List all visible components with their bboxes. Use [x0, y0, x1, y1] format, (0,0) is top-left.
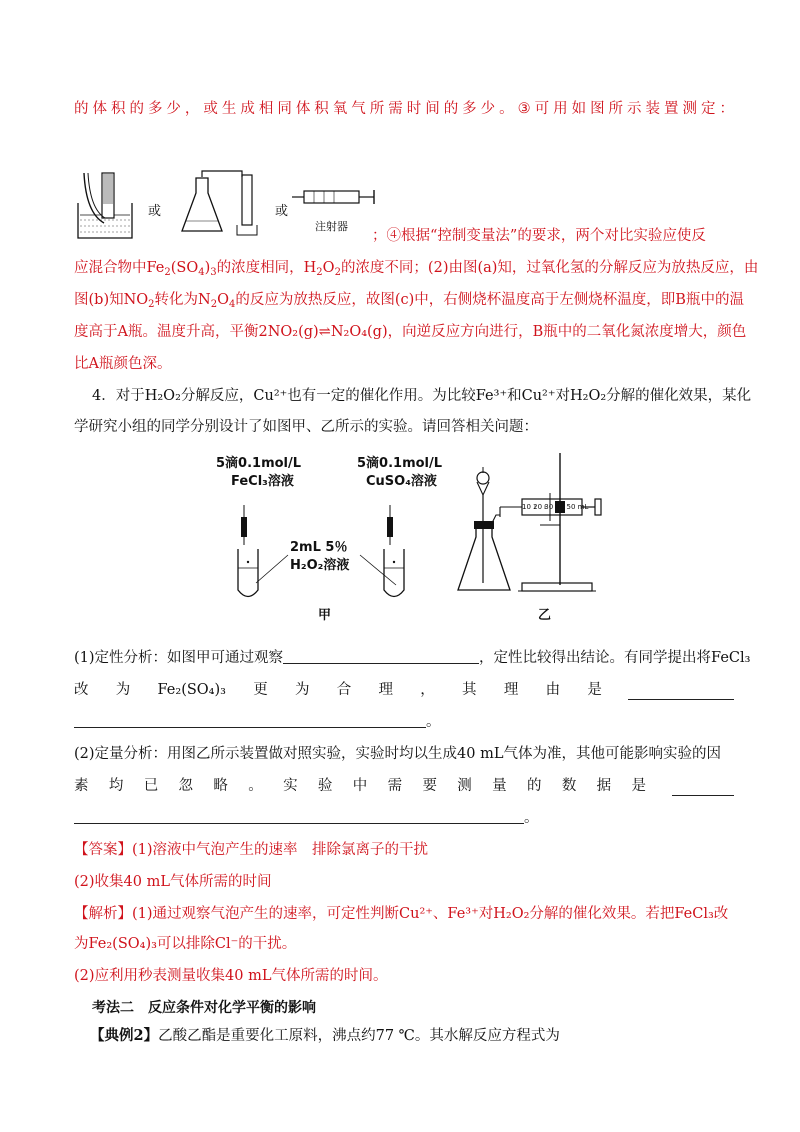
char: 气: [351, 101, 366, 117]
syringe-label: 注射器: [315, 220, 348, 233]
char: 的: [74, 101, 89, 117]
justified-word: 测: [457, 778, 472, 794]
justified-word: 是: [631, 778, 646, 794]
char: 的: [129, 101, 144, 117]
char: 相: [258, 101, 274, 117]
justified-word: 改: [74, 682, 89, 698]
char: 定: [700, 101, 716, 117]
char: 间: [425, 101, 440, 117]
char: 积: [110, 101, 126, 117]
char: 所: [608, 101, 624, 117]
char: 置: [664, 101, 679, 117]
char: 的: [443, 101, 459, 117]
justified-word: Fe₂(SO₄)₃: [157, 682, 226, 698]
answer-text-line-2: ；④根据“控制变量法”的要求，两个对比实验应使反: [372, 228, 706, 244]
char: 生: [221, 101, 237, 117]
answer-line-1: 【答案】(1)溶液中气泡产生的速率 排除氯离子的干扰: [74, 842, 429, 858]
justified-word: 理: [503, 682, 519, 698]
q4-part1-line-2: [74, 680, 734, 700]
justified-word: 数: [561, 778, 577, 794]
justified-word: 量: [492, 778, 507, 794]
char: 时: [406, 101, 422, 117]
explanation-line-3: (2)应利用秒表测量收集40 mL气体所需的时间。: [74, 968, 388, 984]
char: 成: [240, 101, 255, 117]
char: ：: [719, 101, 734, 117]
or-label-2: 或: [275, 204, 289, 219]
q4-part1-line-3: 。: [74, 712, 734, 732]
explanation-line-2: 为Fe₂(SO₄)₃可以排除Cl⁻的干扰。: [74, 936, 297, 952]
char: 体: [92, 101, 107, 117]
char: 测: [682, 101, 697, 117]
answer-text-line-3: 应混合物中$Fe_2(SO_4)_3$的浓度相同，$H_2O_2$的浓度不同；(2)由图(a)知，过氧化氢的分解反应为放热反应，由: [74, 260, 759, 278]
fig-label-fecl3-line1: 5滴0.1mol/L: [216, 456, 302, 471]
justified-word: 均: [108, 778, 124, 794]
justified-word: 为: [294, 682, 310, 698]
justified-word: 据: [596, 778, 612, 794]
answer-text-line-5: 度高于A瓶。温度升高，平衡2NO₂(g)⇌N₂O₄(g)，向逆反应方向进行，B瓶中的二氧化氮浓度增大，颜色: [74, 324, 747, 340]
justified-word: 的: [526, 778, 542, 794]
justified-word: ，: [420, 682, 435, 698]
q4-intro-line-2: 学研究小组的同学分别设计了如图甲、乙所示的实验。请回答相关问题：: [74, 419, 538, 435]
char: 图: [590, 101, 605, 117]
justified-word: 由: [545, 682, 561, 698]
justified-word: 理: [378, 682, 394, 698]
explanation-line-1: 【解析】(1)通过观察气泡产生的速率，可定性判断Cu²⁺、Fe³⁺对H₂O₂分解的催化效果。若把FeCl₃改: [74, 906, 729, 922]
char: 少: [166, 101, 181, 117]
q4-intro-line-1: 4．对于H₂O₂分解反应，Cu²⁺也有一定的催化作用。为比较Fe³⁺和Cu²⁺对H₂O₂分解的催化效果，某化: [92, 388, 752, 404]
justified-word: 忽: [178, 778, 194, 794]
char: 用: [553, 101, 568, 117]
justified-word: 为: [115, 682, 131, 698]
char: 少: [480, 101, 496, 117]
char: ③: [517, 101, 531, 117]
char: 示: [627, 101, 642, 117]
justified-word: 。: [248, 778, 263, 794]
char: 积: [314, 101, 329, 117]
char: 氧: [332, 101, 348, 117]
q4-part1-line-1: (1)定性分析：如图甲可通过观察 ，定性比较得出结论。有同学提出将FeCl₃: [74, 650, 751, 666]
justified-word: 要: [422, 778, 437, 794]
char: 同: [277, 101, 292, 117]
fig-syringe-scale: 10 20 30 40 50 mL: [522, 503, 589, 511]
char: 或: [203, 101, 218, 117]
fig-label-yi: 乙: [538, 608, 552, 623]
justified-word: 略: [213, 778, 228, 794]
justified-word: 素: [74, 778, 89, 794]
char: 装: [645, 101, 661, 117]
char: 需: [388, 101, 403, 117]
fig-label-fecl3-line2: FeCl₃溶液: [231, 474, 294, 489]
char: 。: [499, 101, 514, 117]
q4-part2-line-2: [74, 776, 734, 796]
char: 多: [147, 101, 163, 117]
justified-word: 更: [253, 682, 268, 698]
char: 所: [369, 101, 385, 117]
section-title: 考法二 反应条件对化学平衡的影响: [92, 1000, 316, 1016]
justified-word: 需: [387, 778, 403, 794]
q4-part2-line-1: (2)定量分析：用图乙所示装置做对照实验，实验时均以生成40 mL气体为准，其他可能影响实验的因: [74, 746, 721, 762]
justified-word: 是: [587, 682, 602, 698]
char: 体: [295, 101, 311, 117]
fig-label-jia: 甲: [318, 608, 332, 623]
justified-word: 实: [283, 778, 298, 794]
fig-label-h2o2-line2: H₂O₂溶液: [290, 558, 350, 573]
or-label-1: 或: [148, 204, 162, 219]
answer-text-line-4: 图(b)知$NO_2$转化为$N_2O_4$的反应为放热反应，故图(c)中，右侧烧杯温度高于左侧烧杯温度，即B瓶中的温: [74, 292, 744, 310]
char: 可: [534, 101, 550, 117]
char: 如: [571, 101, 587, 117]
fig-label-cuso4-line2: CuSO₄溶液: [366, 474, 437, 489]
justified-word: 其: [462, 682, 477, 698]
example-2-line: 【典例2】乙酸乙酯是重要化工原料，沸点约77 ℃。其水解反应方程式为: [90, 1027, 560, 1044]
fig-label-cuso4-line1: 5滴0.1mol/L: [357, 456, 443, 471]
justified-word: 已: [143, 778, 159, 794]
answer-text-line-1: [74, 99, 734, 119]
justified-word: 合: [336, 682, 352, 698]
char: ，: [184, 101, 200, 117]
justified-word: 验: [317, 778, 333, 794]
q4-part2-line-3: 。: [74, 808, 734, 828]
char: 多: [462, 101, 477, 117]
justified-word: 中: [352, 778, 368, 794]
fig-label-h2o2-line1: 2mL 5％: [290, 540, 348, 555]
answer-line-2: (2)收集40 mL气体所需的时间: [74, 874, 272, 890]
answer-text-line-6: 比A瓶颜色深。: [74, 356, 172, 372]
